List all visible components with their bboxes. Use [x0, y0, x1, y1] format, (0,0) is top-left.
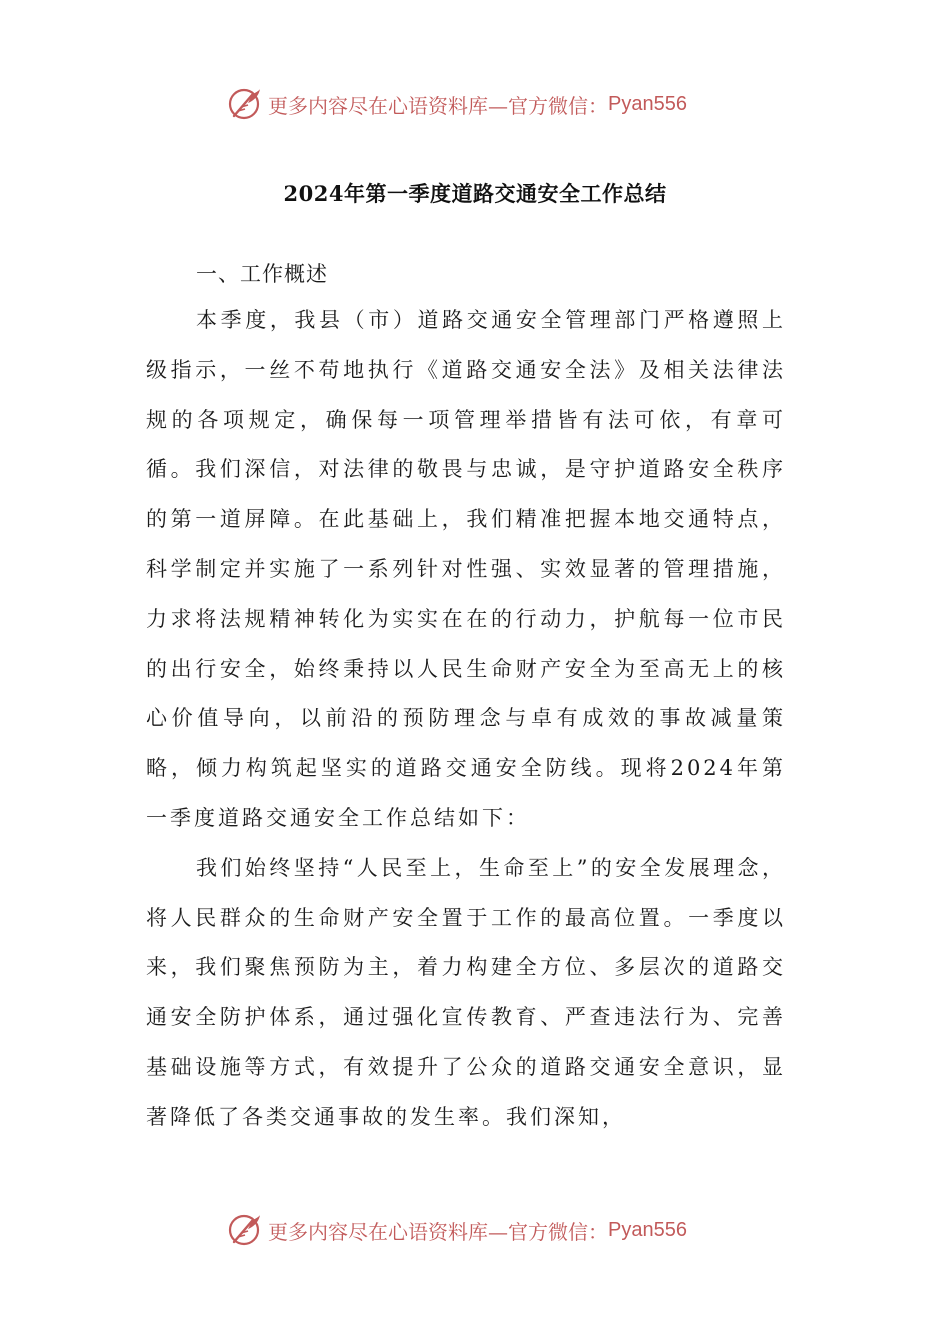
body-paragraph: 本季度，我县（市）道路交通安全管理部门严格遵照上级指示，一丝不苟地执行《道路交通安全法》及相关法律法规的各项规定，确保每一项管理举措皆有法可依，有章可循。我们深信，对法律的敬畏与忠诚，是守护道路安全秩序的第一道屏障。在此基础上，我们精准把握本地交通特点，科学制定并实施了一系列针对性强、实效显著的管理措施，力求将法规精神转化为实实在在的行动力，护航每一位市民的出行安全，始终秉持以人民生命财产安全为至高无上的核心价值导向，以前沿的预防理念与卓有成效的事故减量策略，倾力构筑起坚实的道路交通安全防线。现将2024年第一季度道路交通安全工作总结如下： — [146, 308, 786, 830]
document-body — [146, 296, 786, 1143]
banner-text: 更多内容尽在心语资料库—官方微信： — [268, 93, 608, 118]
banner-text: 更多内容尽在心语资料库—官方微信： — [268, 1219, 608, 1244]
quill-logo-icon — [226, 86, 262, 122]
body-paragraph: 我们始终坚持“人民至上，生命至上”的安全发展理念，将人民群众的生命财产安全置于工作的最高位置。一季度以来，我们聚焦预防为主，着力构建全方位、多层次的道路交通安全防护体系，通过强化宣传教育、严查违法行为、完善基础设施等方式，有效提升了公众的道路交通安全意识，显著降低了各类交通事故的发生率。我们深知， — [146, 855, 786, 1129]
wechat-id: Pyan556 — [608, 1218, 687, 1241]
footer-banner[interactable] — [226, 1210, 687, 1250]
section-heading: 一、工作概述 — [196, 262, 328, 286]
quill-logo-icon — [226, 1212, 262, 1248]
wechat-id: Pyan556 — [608, 92, 687, 115]
header-banner[interactable] — [226, 84, 687, 124]
document-title: 2024年第一季度道路交通安全工作总结 — [283, 181, 667, 206]
